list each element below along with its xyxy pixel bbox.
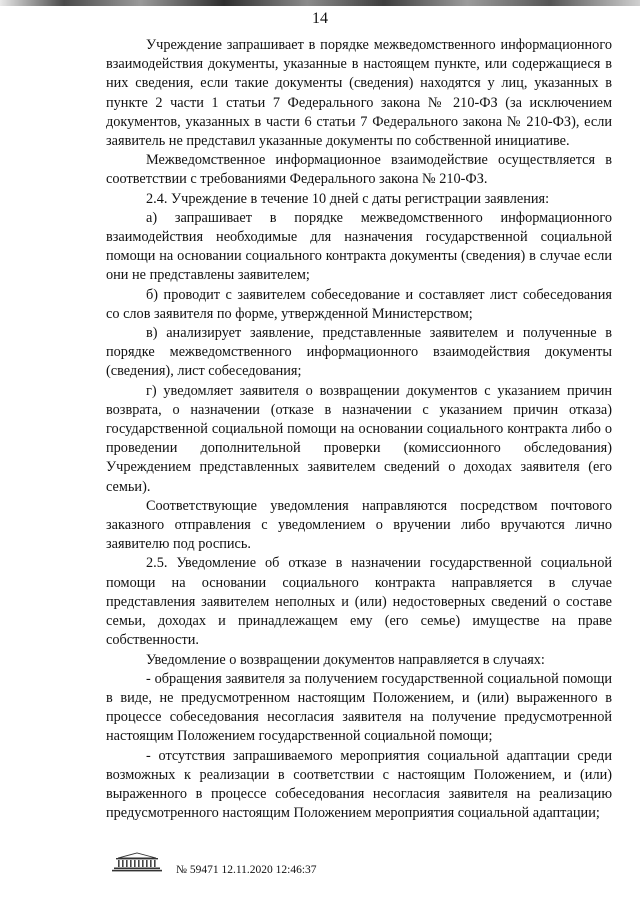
paragraph: 2.5. Уведомление об отказе в назначении государственной социальной помощи на основании социального контракта направляется в случае представления заявителем неполных и (или) недостоверных сведений о составе семьи, доходах и принадлежащем ему (его семье) имуществе на праве собственности. [106, 555, 612, 649]
paragraph: г) уведомляет заявителя о возвращении документов с указанием причин возврата, о назначении (отказе в назначении с указанием причин отказа) государственной социальной помощи на основании социального контракта либо о проведении дополнительной проверки (комиссионного обследования) Учреждением представленных заявителем сведений о доходах заявителя (его семьи). [106, 382, 612, 495]
scan-edge [0, 0, 640, 6]
building-logo-icon [110, 852, 164, 872]
paragraph: а) запрашивает в порядке межведомственного информационного взаимодействия необходимые для назначения государственной социальной помощи на основании социального контракта документы (сведения) в случае если они не представлены заявителем; [106, 209, 612, 284]
paragraph: Соответствующие уведомления направляются посредством почтового заказного отправления с уведомлением о вручении либо вручаются лично заявителю под роспись. [106, 497, 612, 553]
page-number: 14 [312, 10, 328, 27]
paragraph: - обращения заявителя за получением государственной социальной помощи в виде, не предусмотренном настоящим Положением, и (или) выраженного в процессе собеседования несогласия заявителя на получение предусмотренной настоящим Положением государственной социальной помощи; [106, 670, 612, 745]
document-registration-number: № 59471 12.11.2020 12:46:37 [176, 864, 317, 876]
paragraph: - отсутствия запрашиваемого мероприятия социальной адаптации среди возможных к реализации в соответствии с настоящим Положением, и (или) выраженного в процессе собеседования несогласия заявителя на реализацию предусмотренного настоящим Положением мероприятия социальной адаптации; [106, 747, 612, 822]
paragraph: в) анализирует заявление, представленные заявителем и полученные в порядке межведомственного информационного взаимодействия документы (сведения), лист собеседования; [106, 325, 612, 380]
paragraph: Межведомственное информационное взаимодействие осуществляется в соответствии с требованиями Федерального закона № 210-ФЗ. [106, 152, 612, 188]
document-body [106, 36, 612, 823]
paragraph: 2.4. Учреждение в течение 10 дней с даты регистрации заявления: [146, 190, 550, 207]
paragraph: Учреждение запрашивает в порядке межведомственного информационного взаимодействия документы, указанные в настоящем пункте, или содержащиеся в них сведения, если такие документы (сведения) находятся у лиц, указанных в пункте 2 части 1 статьи 7 Федерального закона № 210-ФЗ (за исключением документов, указанных в части 6 статьи 7 Федерального закона № 210-ФЗ), если заявитель не представил указанные документы по собственной инициативе. [106, 37, 612, 150]
paragraph: б) проводит с заявителем собеседование и составляет лист собеседования со слов заявителя по форме, утвержденной Министерством; [106, 286, 612, 322]
footer [110, 852, 410, 892]
paragraph: Уведомление о возвращении документов направляется в случаях: [146, 651, 545, 668]
